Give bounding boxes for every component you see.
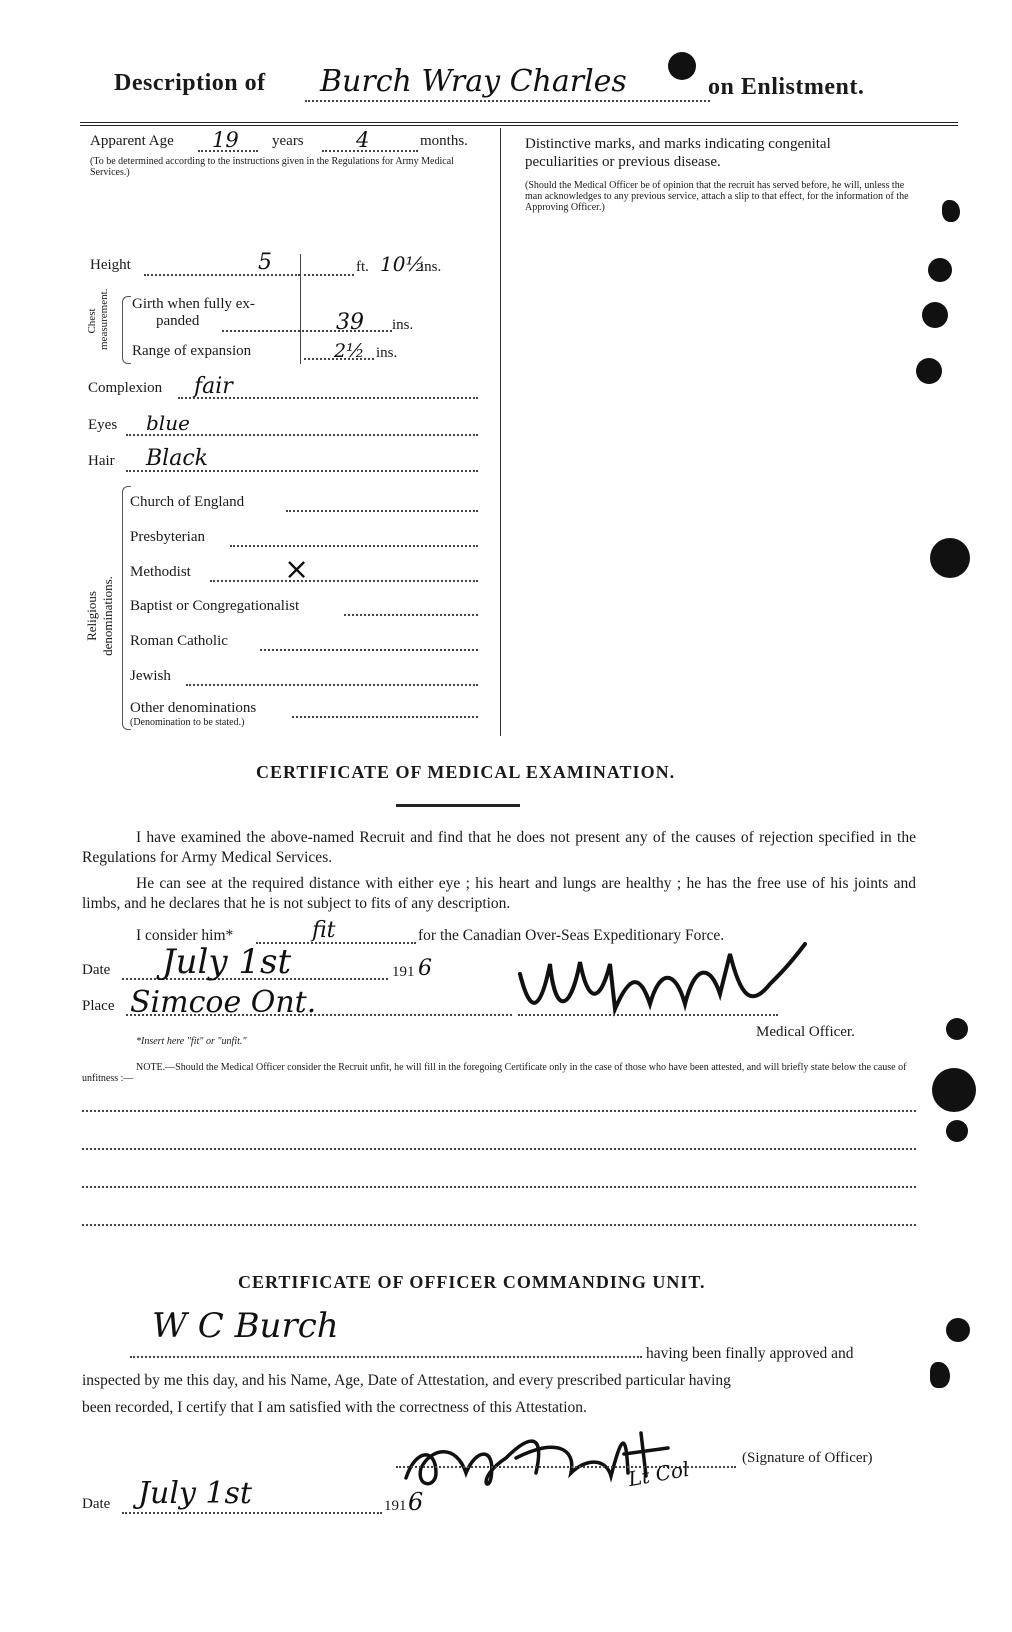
hair-value: Black [146,446,208,471]
religion-other-note: (Denomination to be stated.) [130,717,245,728]
girth-value: 39 [336,310,364,335]
religion-item-methodist: Methodist [130,564,191,580]
commanding-date-year-suffix: 6 [408,1488,424,1516]
religion-item-baptist: Baptist or Congregationalist [130,598,300,614]
header-prefix: Description of [114,70,266,96]
girth-label-2: panded [156,313,200,329]
age-note: (To be determined according to the instructions given in the Regulations for Army Medical Services.) [90,156,454,178]
medical-officer-label: Medical Officer. [756,1024,855,1040]
medical-date-label: Date [82,962,111,978]
commanding-line-1: having been finally approved and [646,1345,854,1362]
commanding-date-label: Date [82,1496,111,1512]
chest-label: Chest measurement. [86,288,110,350]
margin-mark-1 [942,200,960,222]
religion-line-7 [292,716,478,718]
complexion-value: fair [194,374,233,399]
religion-item-other: Other denominations [130,700,257,716]
range-label: Range of expansion [132,343,252,359]
unfit-line-1 [82,1110,916,1112]
header-suffix: on Enlistment. [708,74,865,100]
margin-mark-4 [916,358,942,384]
unfit-line-2 [82,1148,916,1150]
girth-line [222,330,392,332]
months-word: months. [420,133,468,149]
commanding-date-year-prefix: 191 [384,1498,407,1514]
medical-para-1: I have examined the above-named Recruit and find that he does not present any of the causes of rejection specified in the Regulations for Army Medical Services. [82,829,916,866]
medical-date-value: July 1st [162,942,292,982]
unfit-line-3 [82,1186,916,1188]
commanding-title: CERTIFICATE OF OFFICER COMMANDING UNIT. [238,1272,706,1292]
medical-title: CERTIFICATE OF MEDICAL EXAMINATION. [256,762,676,782]
punch-hole-lower [932,1068,976,1112]
commanding-date-line [122,1512,382,1514]
consider-value: fit [312,918,336,943]
eyes-value: blue [146,411,190,435]
medical-place-value: Simcoe Ont. [130,985,317,1020]
medical-officer-signature [510,934,810,1024]
religion-line-4 [344,614,478,616]
recruit-name: Burch Wray Charles [320,64,627,99]
eyes-label: Eyes [88,417,118,433]
religion-item-roman-catholic: Roman Catholic [130,633,228,649]
ft-word: ft. [356,259,369,275]
medical-place-label: Place [82,998,115,1014]
chest-brace [122,296,131,364]
religion-line-1 [286,510,478,512]
girth-label-1: Girth when fully ex- [132,296,255,312]
religion-line-6 [186,684,478,686]
top-rule-2 [80,125,958,126]
commanding-rank-value: Lt Col [626,1456,692,1492]
range-unit: ins. [376,345,398,361]
commanding-name-value: W C Burch [152,1306,339,1346]
height-separator [300,254,301,364]
distinctive-title-1: Distinctive marks, and marks indicating congenital [525,136,831,152]
top-rule [80,122,958,123]
religion-item-jewish: Jewish [130,668,171,684]
commanding-line-2: inspected by me this day, and his Name, Age, Date of Attestation, and every prescribed particular having [82,1372,731,1389]
hair-label: Hair [88,453,115,469]
ins-word: ins. [420,259,442,275]
years-word: years [272,133,304,149]
medical-date-year-prefix: 191 [392,964,415,980]
unfit-line-4 [82,1224,916,1226]
religion-item-church-of-england: Church of England [130,494,245,510]
age-months-line [322,150,418,152]
medical-para-2: He can see at the required distance with either eye ; his heart and lungs are healthy ; he has the free use of his joints and limbs, and he declares that he is not subject to fits of any description. [82,875,916,912]
medical-officer-line [518,1014,778,1016]
margin-mark-7 [946,1318,970,1342]
height-ins-line [304,274,354,276]
commanding-name-line [130,1356,642,1358]
age-months-value: 4 [356,128,370,152]
religion-line-2 [230,545,478,547]
signature-label: (Signature of Officer) [742,1450,873,1466]
medical-note: NOTE.—Should the Medical Officer consider the Recruit unfit, he will fill in the foregoing Certificate only in the case of those who have been attested, and will briefly state below the cause of unfitness :— [82,1062,907,1084]
distinctive-title-2: peculiarities or previous disease. [525,154,721,170]
margin-mark-2 [928,258,952,282]
name-dotted-line [305,100,710,102]
religion-side-label: Religious denominations. [84,576,115,656]
religion-item-presbyterian: Presbyterian [130,529,205,545]
margin-mark-3 [922,302,948,328]
commanding-line-3: been recorded, I certify that I am satisfied with the correctness of this Attestation. [82,1399,587,1416]
complexion-label: Complexion [88,380,163,396]
vertical-divider [500,128,501,736]
height-ft-value: 5 [258,250,272,275]
insert-note: *Insert here "fit" or "unfit." [136,1036,247,1047]
medical-date-year-suffix: 6 [418,956,432,981]
religion-line-5 [260,649,478,651]
age-years-value: 19 [212,128,239,152]
methodist-mark: × [284,552,310,587]
height-ft-line [144,274,300,276]
age-label: Apparent Age [90,133,174,149]
punch-hole-middle [930,538,970,578]
consider-suffix: for the Canadian Over-Seas Expeditionary Force. [418,927,725,944]
height-label: Height [90,257,131,273]
girth-unit: ins. [392,317,414,333]
religion-line-3 [210,580,478,582]
margin-mark-8 [930,1362,950,1388]
consider-prefix: I consider him* [136,927,234,944]
margin-mark-6 [946,1120,968,1142]
range-value: 2½ [334,340,365,362]
height-ins-value: 10½ [380,252,425,276]
margin-mark-5 [946,1018,968,1040]
commanding-date-value: July 1st [138,1476,252,1511]
distinctive-note: (Should the Medical Officer be of opinion that the recruit has served before, he will, unless the man acknowledges to any previous service, attach a slip to that effect, for the information of the Approving Officer.) [525,180,909,213]
punch-hole-top [668,52,696,80]
medical-rule [396,804,520,807]
